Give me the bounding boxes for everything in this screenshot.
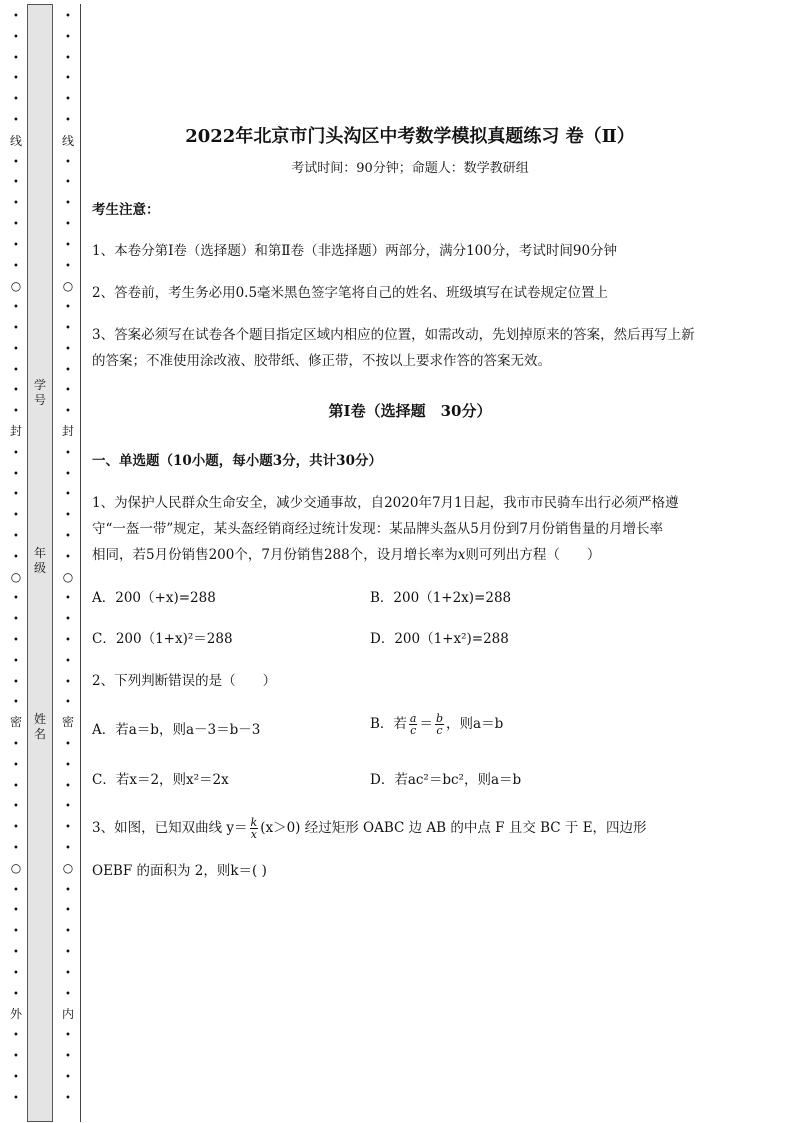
dot-mark: •	[13, 261, 19, 272]
notice-item: 2、答卷前，考生务必用0.5毫米黑色签字笔将自己的姓名、班级填写在试卷规定位置上	[92, 285, 609, 301]
dot-mark: •	[65, 261, 71, 272]
dot-mark: •	[65, 656, 71, 667]
dot-mark: •	[13, 885, 19, 896]
dot-mark: •	[13, 697, 19, 708]
dot-mark: •	[65, 947, 71, 958]
dot-mark: •	[13, 385, 19, 396]
dot-mark: •	[65, 968, 71, 979]
q2-option-c: C．若x＝2，则x²＝2x	[92, 772, 229, 788]
dot-mark: •	[65, 781, 71, 792]
dot-mark: •	[65, 739, 71, 750]
dot-mark: •	[13, 11, 19, 22]
margin-char-outer: ○	[10, 570, 22, 584]
dot-mark: •	[13, 302, 19, 313]
dot-mark: •	[65, 94, 71, 105]
dot-mark: •	[13, 73, 19, 84]
dot-mark: •	[65, 885, 71, 896]
notice-item: 3、答案必须写在试卷各个题目指定区域内相应的位置，如需改动，先划掉原来的答案，然后再写上新	[92, 327, 695, 343]
dot-mark: •	[65, 198, 71, 209]
question-3-line: 3、如图，已知双曲线 y＝ $\frac{k}{x}$ (x＞0) 经过矩形 OABC 边 AB 的中点 F 且交 BC 于 E，四边形	[92, 816, 647, 841]
notice-heading: 考生注意：	[92, 202, 160, 218]
cut-line	[80, 4, 81, 1122]
dot-mark: •	[65, 32, 71, 43]
dot-mark: •	[65, 385, 71, 396]
dot-mark: •	[65, 822, 71, 833]
dot-mark: •	[13, 94, 19, 105]
dot-mark: •	[65, 510, 71, 521]
dot-mark: •	[65, 989, 71, 1000]
margin-char-outer: 外	[9, 1007, 22, 1021]
q1-option-a: A．200（+x)=288	[92, 590, 216, 606]
dot-mark: •	[13, 198, 19, 209]
dot-mark: •	[13, 614, 19, 625]
dot-mark: •	[13, 510, 19, 521]
dot-mark: •	[65, 697, 71, 708]
fraction: $\frac{k}{x}$	[250, 816, 258, 841]
margin-char-outer: 封	[9, 424, 22, 438]
grade-label: 年级	[33, 546, 46, 575]
dot-mark: •	[65, 469, 71, 480]
q2-option-a: A．若a＝b，则a－3＝b－3	[92, 722, 261, 738]
dot-mark: •	[13, 843, 19, 854]
margin-char-inner: ○	[62, 570, 74, 584]
margin-char-inner: 内	[61, 1007, 74, 1021]
dot-mark: •	[13, 989, 19, 1000]
section-title: 第Ⅰ卷（选择题 30分）	[328, 402, 492, 420]
dot-mark: •	[65, 552, 71, 563]
dot-mark: •	[13, 157, 19, 168]
dot-mark: •	[65, 302, 71, 313]
dot-mark: •	[65, 323, 71, 334]
dot-mark: •	[13, 489, 19, 500]
dot-mark: •	[13, 822, 19, 833]
dot-mark: •	[13, 177, 19, 188]
dot-mark: •	[65, 406, 71, 417]
dot-mark: •	[65, 1030, 71, 1041]
dot-mark: •	[13, 593, 19, 604]
q1-option-b: B．200（1+2x)=288	[370, 590, 512, 606]
fraction: $\frac{a}{c}$	[409, 712, 417, 737]
name-label: 姓名	[33, 712, 46, 741]
dot-mark: •	[65, 614, 71, 625]
dot-mark: •	[13, 656, 19, 667]
dot-mark: •	[65, 448, 71, 459]
dot-mark: •	[65, 73, 71, 84]
dot-mark: •	[13, 552, 19, 563]
dot-mark: •	[13, 1093, 19, 1104]
dot-mark: •	[13, 677, 19, 688]
fraction: $\frac{b}{c}$	[435, 712, 444, 737]
dot-mark: •	[65, 219, 71, 230]
dot-mark: •	[65, 843, 71, 854]
dot-mark: •	[13, 1072, 19, 1083]
dot-mark: •	[13, 801, 19, 812]
dot-mark: •	[65, 157, 71, 168]
dot-mark: •	[13, 344, 19, 355]
dot-mark: •	[65, 1093, 71, 1104]
dot-mark: •	[13, 115, 19, 126]
q2-option-d: D．若ac²＝bc²，则a＝b	[370, 772, 522, 788]
dot-mark: •	[65, 365, 71, 376]
dot-mark: •	[13, 1030, 19, 1041]
dot-mark: •	[13, 781, 19, 792]
dot-mark: •	[65, 760, 71, 771]
question-1-line: 相同，若5月份销售200个，7月份销售288个，设月增长率为x则可列出方程（ ）	[92, 547, 601, 563]
dot-mark: •	[65, 53, 71, 64]
dot-mark: •	[65, 11, 71, 22]
dot-mark: •	[65, 177, 71, 188]
margin-char-outer: 线	[9, 134, 22, 148]
dot-mark: •	[65, 801, 71, 812]
q1-option-d: D．200（1+x²)=288	[370, 631, 509, 647]
margin-char-outer: 密	[9, 715, 22, 729]
exam-info: 考试时间：90分钟；命题人：数学教研组	[291, 161, 529, 176]
question-2-stem: 2、下列判断错误的是（ ）	[92, 673, 277, 689]
part-heading: 一、单选题（10小题，每小题3分，共计30分）	[92, 453, 382, 469]
page-title: 2022年北京市门头沟区中考数学模拟真题练习 卷（Ⅱ）	[185, 126, 635, 147]
question-1-line: 1、为保护人民群众生命安全，减少交通事故，自2020年7月1日起，我市市民骑车出行必须严格遵	[92, 495, 679, 511]
dot-mark: •	[13, 1051, 19, 1062]
dot-mark: •	[65, 926, 71, 937]
dot-mark: •	[65, 905, 71, 916]
question-1-line: 守“一盔一带”规定，某头盔经销商经过统计发现：某品牌头盔从5月份到7月份销售量的月增长率	[92, 521, 663, 537]
dot-mark: •	[13, 926, 19, 937]
dot-mark: •	[65, 1051, 71, 1062]
dot-mark: •	[13, 53, 19, 64]
margin-char-outer: ○	[10, 279, 22, 293]
dot-mark: •	[65, 635, 71, 646]
dot-mark: •	[13, 469, 19, 480]
dot-mark: •	[13, 531, 19, 542]
dot-mark: •	[13, 365, 19, 376]
dot-mark: •	[65, 1072, 71, 1083]
dot-mark: •	[65, 531, 71, 542]
student-id-label: 学号	[33, 378, 46, 407]
q2-option-b: B．若 $\frac{a}{c}$ ＝ $\frac{b}{c}$ ，则a＝b	[370, 712, 504, 737]
margin-char-inner: ○	[62, 861, 74, 875]
dot-mark: •	[13, 323, 19, 334]
notice-item: 1、本卷分第Ⅰ卷（选择题）和第Ⅱ卷（非选择题）两部分，满分100分，考试时间90分钟	[92, 243, 618, 259]
dot-mark: •	[13, 219, 19, 230]
dot-mark: •	[13, 448, 19, 459]
margin-char-inner: 密	[61, 715, 74, 729]
question-3-line: OEBF 的面积为 2，则k＝( )	[92, 863, 267, 879]
dot-mark: •	[65, 677, 71, 688]
dot-mark: •	[13, 635, 19, 646]
dot-mark: •	[65, 489, 71, 500]
dot-mark: •	[13, 32, 19, 43]
dot-mark: •	[65, 344, 71, 355]
margin-char-inner: 封	[61, 424, 74, 438]
dot-mark: •	[13, 760, 19, 771]
dot-mark: •	[13, 968, 19, 979]
dot-mark: •	[65, 593, 71, 604]
margin-char-inner: 线	[61, 134, 74, 148]
dot-mark: •	[13, 905, 19, 916]
margin-char-outer: ○	[10, 861, 22, 875]
q1-option-c: C．200（1+x)²＝288	[92, 631, 233, 647]
dot-mark: •	[13, 739, 19, 750]
dot-mark: •	[13, 240, 19, 251]
dot-mark: •	[13, 947, 19, 958]
dot-mark: •	[65, 240, 71, 251]
binding-margin	[0, 0, 82, 1123]
dot-mark: •	[13, 406, 19, 417]
dot-mark: •	[65, 115, 71, 126]
margin-char-inner: ○	[62, 279, 74, 293]
notice-item: 的答案；不准使用涂改液、胶带纸、修正带，不按以上要求作答的答案无效。	[92, 353, 551, 369]
